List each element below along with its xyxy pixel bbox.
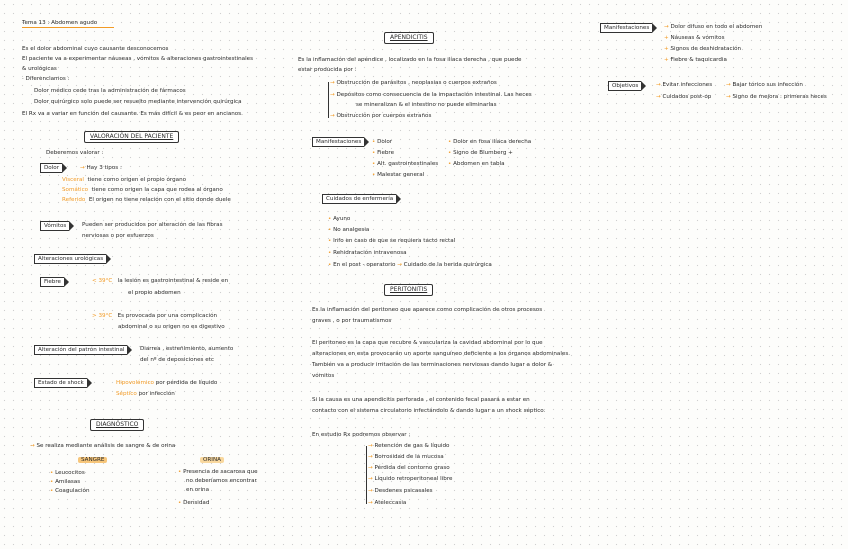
manif-item: • Dolor (372, 139, 393, 145)
intro-line-4: · Diferenciamos : (22, 76, 70, 82)
peritonitis-p3: contacto con el sistema circulatorio infectándolo & dando lugar a un shock séptico. (312, 408, 546, 414)
fiebre-high: > 39°C Es provocada por una complicación (92, 313, 218, 319)
cuidado-item: • Info en caso de que se requiera tacto rectal (328, 238, 456, 244)
apendicitis-title: APENDICITIS (384, 32, 434, 44)
rx-item: → Líquido retroperitoneal libre (368, 476, 453, 482)
shock-hipovolemico: Hipovolémico por pérdida de líquido (116, 380, 218, 386)
orina-item: • Presencia de sacarosa que (178, 469, 258, 475)
manifestacion-item: → Dolor difuso en todo el abdomen (664, 24, 763, 30)
dolor-item: Visceral tiene como origen el propio órgano (62, 177, 187, 183)
patron-line-2: del nº de deposiciones etc (140, 357, 214, 363)
dolor-text: → Hay 3 tipos : (80, 165, 122, 171)
diagnostico-intro: → Se realiza mediante análisis de sangre & de orina (30, 443, 176, 449)
fiebre-high-2: abdominal o su origen no es digestivo (118, 324, 225, 330)
cuidado-item: • Rehidratación intravenosa (328, 250, 407, 256)
patron-intestinal-label: Alteración del patrón intestinal (34, 345, 127, 355)
manif-item: • Fiebre (372, 150, 395, 156)
peritonitis-p3: Si la causa es una apendicitis perforada , el contenido fecal pasará a estar en (312, 397, 530, 403)
manifestacion-item: + Signos de deshidratación (664, 46, 742, 52)
page-title: Tema 13 : Abdomen agudo (22, 20, 98, 26)
objetivo-item: → Evitar infecciones (656, 82, 713, 88)
peritonitis-title: PERITONITIS (384, 284, 433, 296)
fiebre-label: Fiebre (40, 277, 64, 287)
apendicitis-line-1: Es la inflamación del apéndice , localizado en la fosa ilíaca derecha , que puede (298, 57, 522, 63)
intro-line-6: Dolor quirúrgico solo puede ser resuelto mediante intervención quirúrgica (34, 99, 242, 105)
peritonitis-p1: graves , o por traumatismos (312, 318, 392, 324)
manifestaciones-label: Manifestaciones (600, 23, 652, 33)
sangre-label: SANGRE (78, 457, 107, 464)
causa-item: → Obstrucción de parásitos , neoplasias o cuerpos extraños (330, 80, 497, 86)
vomitos-label: Vómitos (40, 221, 69, 231)
rx-item: → Retención de gas & líquido (368, 443, 450, 449)
diagnostico-title: DIAGNÓSTICO (90, 419, 144, 431)
shock-septico: Séptico por infección (116, 391, 175, 397)
causa-item: → Obstrucción por cuerpos extraños (330, 113, 432, 119)
objetivos-label: Objetivos (608, 81, 641, 91)
intro-line-3: & urológicas (22, 66, 57, 72)
rx-item: → Pérdida del contorno graso (368, 465, 450, 471)
objetivo-result: → Signo de mejora : primeras heces (726, 94, 827, 100)
apendicitis-manifestaciones-label: Manifestaciones (312, 137, 364, 147)
rx-item: → Desdenes psicasales (368, 488, 433, 494)
objetivo-item: → Cuidados post-op (656, 94, 712, 100)
sangre-item: • Amilasas (50, 479, 81, 485)
shock-label: Estado de shock (34, 378, 87, 388)
manifestacion-item: + Náuseas & vómitos (664, 35, 725, 41)
sangre-item: • Leucocitos (50, 470, 85, 476)
manif-item: • Dolor en fosa ilíaca derecha (448, 139, 532, 145)
peritonitis-p2: El peritoneo es la capa que recubre & vasculariza la cavidad abdominal por lo que (312, 340, 543, 346)
orina-item: en orina (186, 487, 210, 493)
peritonitis-rx-intro: En estudio Rx podremos observar : (312, 432, 411, 438)
patron-line-1: Diarrea , estreñimiento, aumento (140, 346, 234, 352)
vomitos-line-1: Pueden ser producidos por alteración de las fibras (82, 222, 223, 228)
orina-item: no deberíamos encontrar (186, 478, 257, 484)
vomitos-line-2: nerviosas o por esfuerzos (82, 233, 154, 239)
cuidado-item: • No analgesia (328, 227, 370, 233)
dolor-item: Somático tiene como origen la capa que rodea al órgano (62, 187, 223, 193)
manifestacion-item: + Fiebre & taquicardia (664, 57, 727, 63)
cuidados-label: Cuidados de enfermería (322, 194, 396, 204)
dolor-label: Dolor (40, 163, 62, 173)
orina-label: ORINA (200, 457, 224, 464)
manif-item: • Abdomen en tabla (448, 161, 505, 167)
alteraciones-urologicas-label: Alteraciones urológicas (34, 254, 106, 264)
fiebre-low: < 39°C la lesión es gastrointestinal & reside en (92, 278, 229, 284)
intro-line-2: El paciente va a experimentar náuseas , vómitos & alteraciones gastrointestinales (22, 56, 254, 62)
manif-item: • Signo de Blumberg + (448, 150, 513, 156)
apendicitis-line-2: estar producida por : (298, 67, 357, 73)
manif-item: • Alt. gastrointestinales (372, 161, 439, 167)
peritonitis-p2: vómitos (312, 373, 335, 379)
rx-item: → Borrosidad de la mucosa (368, 454, 444, 460)
peritonitis-p2: alteraciones en esta provocarán un aporte sanguíneo deficiente a los órganos abdominales. (312, 351, 571, 357)
causa-item: se mineralizan & el intestino no puede eliminarlas (356, 102, 497, 108)
peritonitis-p2: También va a producir irritación de las terminaciones nerviosas dando lugar a dolor & (312, 362, 553, 368)
deberemos-text: Deberemos valorar : (46, 150, 104, 156)
intro-line-1: Es el dolor abdominal cuyo causante desconocemos (22, 46, 169, 52)
dolor-item: Referido El origen no tiene relación con el sitio donde duele (62, 197, 231, 203)
rx-item: → Ateleccasia (368, 500, 407, 506)
objetivo-result: → Bajar tórico sus infección (726, 82, 803, 88)
peritonitis-p1: Es la inflamación del peritoneo que aparece como complicación de otros procesos (312, 307, 543, 313)
cuidado-item: • En el post - operatorio → Cuidado de la herida quirúrgica (328, 262, 492, 268)
causa-item: → Depósitos como consecuencia de la impactación intestinal. Las heces (330, 92, 532, 98)
cuidado-item: • Ayuno (328, 216, 351, 222)
intro-line-7: El Rx va a variar en función del causante. Es más difícil & es peor en ancianos. (22, 111, 243, 117)
sangre-item: • Coagulación (50, 488, 90, 494)
orina-item: • Densidad (178, 500, 210, 506)
intro-line-5: Dolor médico cede tras la administración de fármacos (34, 88, 186, 94)
valoracion-title: VALORACIÓN DEL PACIENTE (84, 131, 179, 143)
manif-item: • Malestar general (372, 172, 425, 178)
fiebre-low-2: el propio abdomen (128, 290, 181, 296)
